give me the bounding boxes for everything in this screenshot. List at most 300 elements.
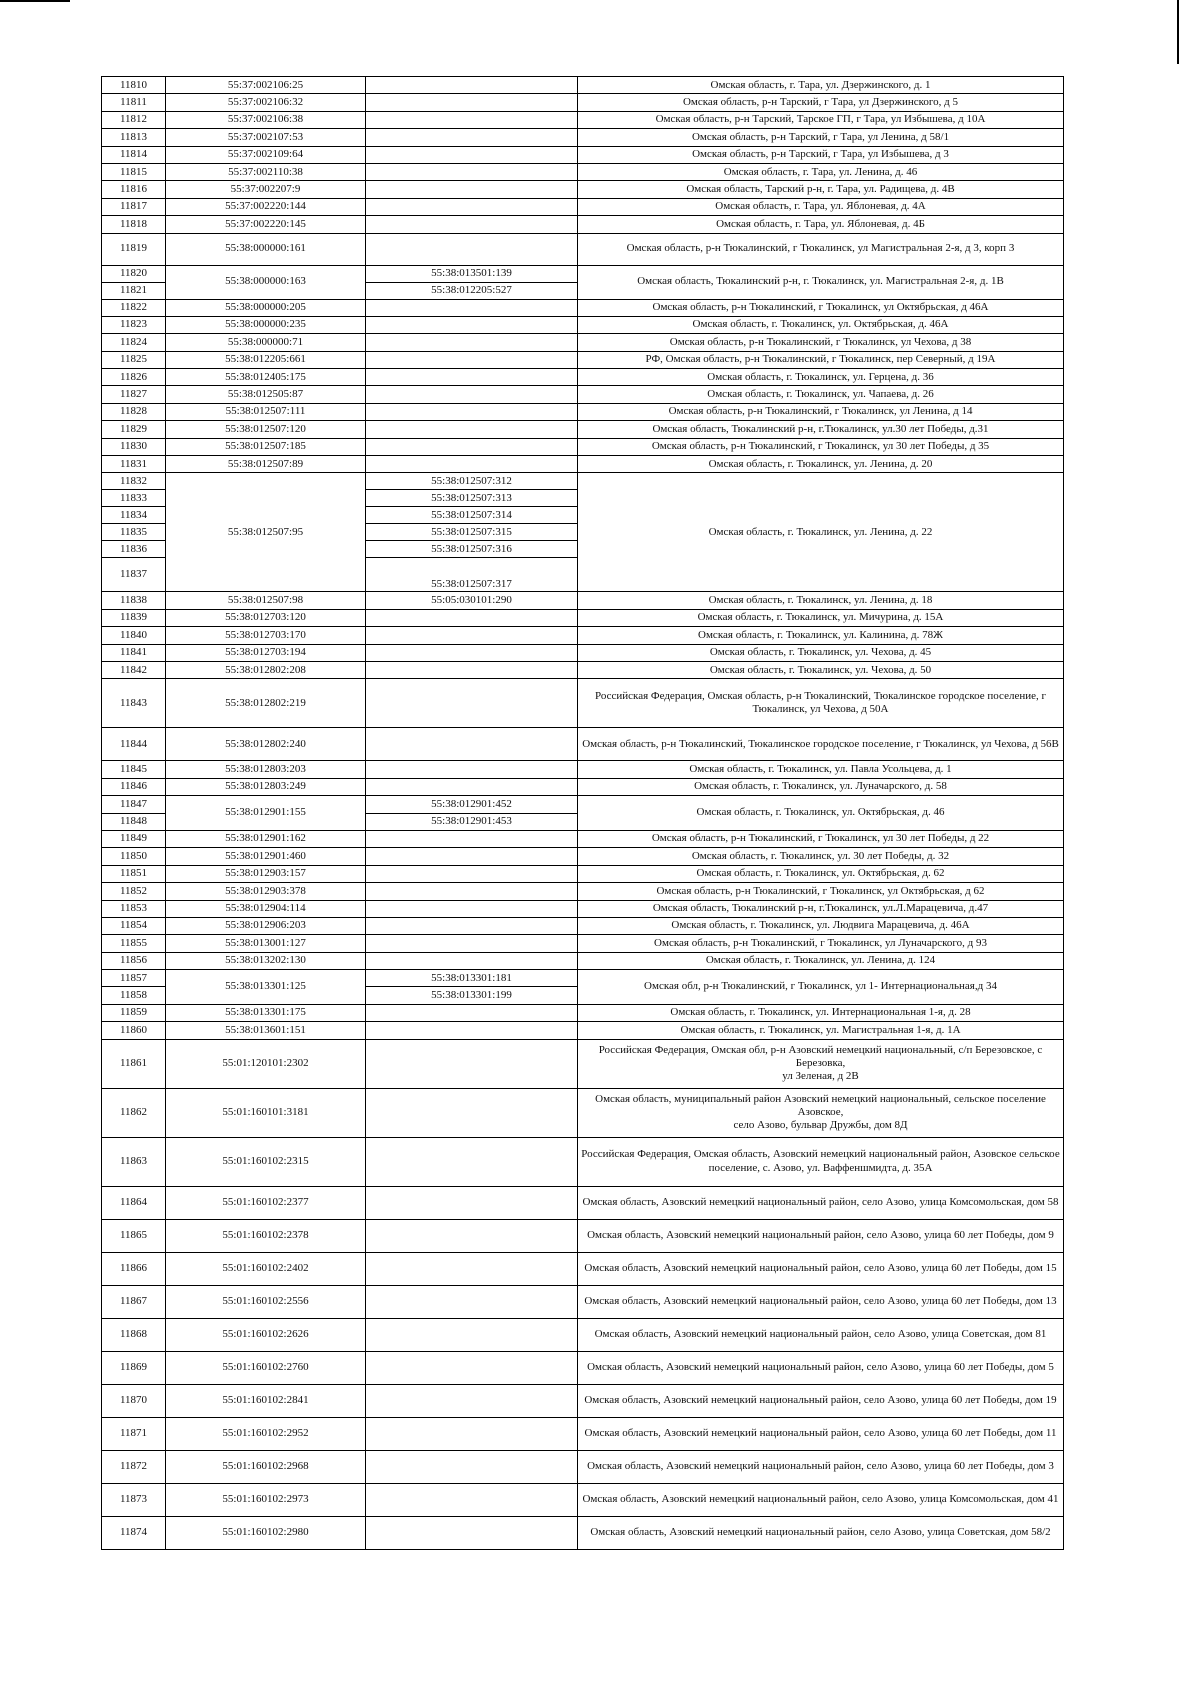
- address-cell: Омская область, Тюкалинский р-н, г.Тюкалинск, ул.Л.Марацевича, д.47: [578, 900, 1064, 917]
- cadastral-number-cell: 55:01:160102:2968: [166, 1450, 366, 1483]
- table-row: [102, 1022, 1064, 1039]
- table-row: [102, 952, 1064, 969]
- address-cell: Омская область, г. Тюкалинск, ул. Ленина, д. 22: [578, 473, 1064, 592]
- table-row: [102, 1186, 1064, 1219]
- cadastral-number-cell: 55:37:002207:9: [166, 181, 366, 198]
- row-number-cell: 11839: [102, 609, 166, 626]
- address-cell: Омская область, Азовский немецкий национальный район, село Азово, улица 60 лет Победы, дом 19: [578, 1384, 1064, 1417]
- address-cell: Омская область, г. Тюкалинск, ул. Ленина, д. 18: [578, 592, 1064, 609]
- cadastral-number-cell: 55:38:012703:170: [166, 627, 366, 644]
- row-number-cell: 11858: [102, 987, 166, 1004]
- row-number-cell: 11871: [102, 1417, 166, 1450]
- cadastral-number-cell: 55:38:013202:130: [166, 952, 366, 969]
- address-cell: Омская область, г. Тюкалинск, ул. Ленина, д. 124: [578, 952, 1064, 969]
- cadastral-number-cell: 55:38:012505:87: [166, 386, 366, 403]
- row-number-cell: 11835: [102, 524, 166, 541]
- cadastral-number-cell: 55:01:120101:2302: [166, 1039, 366, 1088]
- cadastral-number-cell: 55:38:012803:203: [166, 761, 366, 778]
- cadastral-number-cell: 55:37:002106:25: [166, 77, 366, 94]
- table-row: [102, 386, 1064, 403]
- cadastral-number-cell: 55:01:160102:2378: [166, 1219, 366, 1252]
- table-row: [102, 1318, 1064, 1351]
- row-number-cell: 11831: [102, 456, 166, 473]
- address-cell: Омская область, р-н Тарский, г Тара, ул Дзержинского, д 5: [578, 94, 1064, 111]
- row-number-cell: 11811: [102, 94, 166, 111]
- address-cell: Омская область, г. Тюкалинск, ул. Людвига Марацевича, д. 46А: [578, 917, 1064, 934]
- cadastral-number-cell: 55:38:012507:95: [166, 473, 366, 592]
- table-row: [102, 592, 1064, 609]
- sub-object-cadastral-cell: [366, 1088, 578, 1137]
- sub-object-cadastral-cell: 55:38:012507:313: [366, 490, 578, 507]
- sub-object-cadastral-cell: [366, 111, 578, 128]
- cadastral-number-cell: 55:38:012507:111: [166, 403, 366, 420]
- address-cell: Омская область, г. Тюкалинск, ул. Калинина, д. 78Ж: [578, 627, 1064, 644]
- cadastral-number-cell: 55:37:002107:53: [166, 129, 366, 146]
- row-number-cell: 11855: [102, 935, 166, 952]
- row-number-cell: 11826: [102, 369, 166, 386]
- row-number-cell: 11866: [102, 1252, 166, 1285]
- table-row: [102, 883, 1064, 900]
- cadastral-number-cell: 55:01:160102:2760: [166, 1351, 366, 1384]
- table-row: [102, 351, 1064, 368]
- row-number-cell: 11850: [102, 848, 166, 865]
- address-cell: Омская область, г. Тара, ул. Дзержинского, д. 1: [578, 77, 1064, 94]
- cadastral-number-cell: 55:37:002220:145: [166, 216, 366, 233]
- table-row: [102, 456, 1064, 473]
- address-cell: Омская область, г. Тюкалинск, ул. Октябрьская, д. 62: [578, 865, 1064, 882]
- address-cell: Омская область, Азовский немецкий национальный район, село Азово, улица 60 лет Победы, дом 13: [578, 1285, 1064, 1318]
- address-cell: Омская область, г. Тюкалинск, ул. Интернациональная 1-я, д. 28: [578, 1004, 1064, 1021]
- address-cell: Омская область, р-н Тюкалинский, г Тюкалинск, ул Луначарского, д 93: [578, 935, 1064, 952]
- row-number-cell: 11832: [102, 473, 166, 490]
- scan-edge-mark-top: [0, 0, 70, 2]
- sub-object-cadastral-cell: [366, 661, 578, 678]
- address-cell: Омская область, Азовский немецкий национальный район, село Азово, улица 60 лет Победы, дом 3: [578, 1450, 1064, 1483]
- sub-object-cadastral-cell: [366, 778, 578, 795]
- sub-object-cadastral-cell: [366, 728, 578, 761]
- row-number-cell: 11817: [102, 198, 166, 215]
- sub-object-cadastral-cell: [366, 761, 578, 778]
- address-cell: Омская область, р-н Тюкалинский, г Тюкалинск, ул Ленина, д 14: [578, 403, 1064, 420]
- address-cell: Омская область, г. Тюкалинск, ул. 30 лет Победы, д. 32: [578, 848, 1064, 865]
- cadastral-number-cell: 55:38:012803:249: [166, 778, 366, 795]
- row-number-cell: 11841: [102, 644, 166, 661]
- table-row: [102, 1417, 1064, 1450]
- sub-object-cadastral-cell: 55:38:012901:453: [366, 813, 578, 830]
- table-row: [102, 198, 1064, 215]
- cadastral-number-cell: 55:01:160102:2973: [166, 1483, 366, 1516]
- row-number-cell: 11868: [102, 1318, 166, 1351]
- address-cell: Омская область, р-н Тюкалинский, г Тюкалинск, ул 30 лет Победы, д 35: [578, 438, 1064, 455]
- cadastral-number-cell: 55:01:160102:2841: [166, 1384, 366, 1417]
- sub-object-cadastral-cell: [366, 1039, 578, 1088]
- sub-object-cadastral-cell: [366, 299, 578, 316]
- address-cell: Омская область, Азовский немецкий национальный район, село Азово, улица Комсомольская, дом 41: [578, 1483, 1064, 1516]
- row-number-cell: 11849: [102, 830, 166, 847]
- address-cell: Омская область, Азовский немецкий национальный район, село Азово, улица Советская, дом 81: [578, 1318, 1064, 1351]
- row-number-cell: 11854: [102, 917, 166, 934]
- row-number-cell: 11829: [102, 421, 166, 438]
- cadastral-number-cell: 55:37:002109:64: [166, 146, 366, 163]
- cadastral-number-cell: 55:38:013301:175: [166, 1004, 366, 1021]
- cadastral-number-cell: 55:01:160102:2626: [166, 1318, 366, 1351]
- sub-object-cadastral-cell: [366, 952, 578, 969]
- cadastral-number-cell: 55:01:160102:2980: [166, 1516, 366, 1549]
- table-row: [102, 900, 1064, 917]
- address-cell: Омская область, г. Тюкалинск, ул. Октябрьская, д. 46: [578, 796, 1064, 831]
- cadastral-number-cell: 55:38:012901:155: [166, 796, 366, 831]
- table-row: [102, 609, 1064, 626]
- row-number-cell: 11824: [102, 334, 166, 351]
- table-row: [102, 661, 1064, 678]
- address-cell: Омская область, р-н Тюкалинский, г Тюкалинск, ул Октябрьская, д 46А: [578, 299, 1064, 316]
- address-cell: Омская область, р-н Тюкалинский, г Тюкалинск, ул Октябрьская, д 62: [578, 883, 1064, 900]
- address-cell: Омская область, г. Тюкалинск, ул. Магистральная 1-я, д. 1А: [578, 1022, 1064, 1039]
- cadastral-number-cell: 55:38:012703:120: [166, 609, 366, 626]
- row-number-cell: 11852: [102, 883, 166, 900]
- sub-object-cadastral-cell: [366, 1252, 578, 1285]
- sub-object-cadastral-cell: [366, 848, 578, 865]
- cadastral-number-cell: 55:38:012903:157: [166, 865, 366, 882]
- row-number-cell: 11828: [102, 403, 166, 420]
- row-number-cell: 11862: [102, 1088, 166, 1137]
- table-row: [102, 1351, 1064, 1384]
- table-row: [102, 216, 1064, 233]
- cadastral-number-cell: 55:37:002106:32: [166, 94, 366, 111]
- table-row: [102, 830, 1064, 847]
- address-cell: Российская Федерация, Омская область, р-н Тюкалинский, Тюкалинское городское поселение, г Тюкалинск, ул Чехова, д 50А: [578, 679, 1064, 728]
- address-cell: Омская область, г. Тюкалинск, ул. Мичурина, д. 15А: [578, 609, 1064, 626]
- address-cell: Омская область, Азовский немецкий национальный район, село Азово, улица Советская, дом 58/2: [578, 1516, 1064, 1549]
- sub-object-cadastral-cell: [366, 609, 578, 626]
- sub-object-cadastral-cell: [366, 456, 578, 473]
- table-row: [102, 129, 1064, 146]
- cadastral-number-cell: 55:38:012507:89: [166, 456, 366, 473]
- row-number-cell: 11821: [102, 282, 166, 299]
- cadastral-number-cell: 55:38:013301:125: [166, 970, 366, 1005]
- table-row: [102, 1483, 1064, 1516]
- table-row: [102, 1450, 1064, 1483]
- sub-object-cadastral-cell: [366, 403, 578, 420]
- address-cell: Российская Федерация, Омская обл, р-н Азовский немецкий национальный, с/п Березовское, с Березовка, ул Зеленая, д 2В: [578, 1039, 1064, 1088]
- sub-object-cadastral-cell: [366, 1022, 578, 1039]
- sub-object-cadastral-cell: [366, 1351, 578, 1384]
- sub-object-cadastral-cell: [366, 1004, 578, 1021]
- sub-object-cadastral-cell: [366, 1417, 578, 1450]
- address-cell: Омская область, г. Тюкалинск, ул. Луначарского, д. 58: [578, 778, 1064, 795]
- address-cell: Омская область, р-н Тюкалинский, г Тюкалинск, ул Магистральная 2-я, д 3, корп 3: [578, 233, 1064, 265]
- registry-table: [101, 76, 1064, 1550]
- cadastral-number-cell: 55:01:160102:2315: [166, 1137, 366, 1186]
- table-row: [102, 181, 1064, 198]
- table-row: [102, 299, 1064, 316]
- sub-object-cadastral-cell: [366, 900, 578, 917]
- cadastral-number-cell: 55:38:012507:98: [166, 592, 366, 609]
- address-cell: Омская область, Тарский р-н, г. Тара, ул. Радищева, д. 4В: [578, 181, 1064, 198]
- sub-object-cadastral-cell: 55:38:012507:312: [366, 473, 578, 490]
- cadastral-number-cell: 55:38:012703:194: [166, 644, 366, 661]
- table-row: [102, 334, 1064, 351]
- table-row: [102, 146, 1064, 163]
- table-row: [102, 970, 1064, 987]
- table-row: [102, 111, 1064, 128]
- cadastral-number-cell: 55:38:012205:661: [166, 351, 366, 368]
- row-number-cell: 11872: [102, 1450, 166, 1483]
- sub-object-cadastral-cell: [366, 644, 578, 661]
- sub-object-cadastral-cell: [366, 883, 578, 900]
- sub-object-cadastral-cell: 55:05:030101:290: [366, 592, 578, 609]
- sub-object-cadastral-cell: [366, 233, 578, 265]
- address-cell: РФ, Омская область, р-н Тюкалинский, г Тюкалинск, пер Северный, д 19А: [578, 351, 1064, 368]
- row-number-cell: 11842: [102, 661, 166, 678]
- table-row: [102, 848, 1064, 865]
- address-cell: Омская область, Азовский немецкий национальный район, село Азово, улица 60 лет Победы, дом 11: [578, 1417, 1064, 1450]
- sub-object-cadastral-cell: [366, 334, 578, 351]
- sub-object-cadastral-cell: [366, 163, 578, 180]
- address-cell: Омская область, г. Тюкалинск, ул. Октябрьская, д. 46А: [578, 316, 1064, 333]
- sub-object-cadastral-cell: 55:38:012507:317: [366, 558, 578, 592]
- cadastral-number-cell: 55:38:012507:120: [166, 421, 366, 438]
- row-number-cell: 11873: [102, 1483, 166, 1516]
- row-number-cell: 11827: [102, 386, 166, 403]
- cadastral-number-cell: 55:01:160102:2952: [166, 1417, 366, 1450]
- sub-object-cadastral-cell: [366, 386, 578, 403]
- row-number-cell: 11861: [102, 1039, 166, 1088]
- address-cell: Омская область, Азовский немецкий национальный район, село Азово, улица 60 лет Победы, дом 15: [578, 1252, 1064, 1285]
- sub-object-cadastral-cell: [366, 216, 578, 233]
- row-number-cell: 11860: [102, 1022, 166, 1039]
- cadastral-number-cell: 55:38:013601:151: [166, 1022, 366, 1039]
- sub-object-cadastral-cell: 55:38:012901:452: [366, 796, 578, 813]
- address-cell: Омская область, р-н Тюкалинский, г Тюкалинск, ул 30 лет Победы, д 22: [578, 830, 1064, 847]
- table-row: [102, 1285, 1064, 1318]
- row-number-cell: 11863: [102, 1137, 166, 1186]
- table-row: [102, 1039, 1064, 1088]
- row-number-cell: 11822: [102, 299, 166, 316]
- registry-table-body: [102, 77, 1064, 1550]
- row-number-cell: 11843: [102, 679, 166, 728]
- table-row: [102, 761, 1064, 778]
- table-row: [102, 679, 1064, 728]
- address-cell: Омская область, Азовский немецкий национальный район, село Азово, улица 60 лет Победы, дом 9: [578, 1219, 1064, 1252]
- sub-object-cadastral-cell: [366, 438, 578, 455]
- scan-edge-mark-right: [1177, 0, 1179, 64]
- cadastral-number-cell: 55:38:012802:219: [166, 679, 366, 728]
- table-row: [102, 403, 1064, 420]
- row-number-cell: 11833: [102, 490, 166, 507]
- table-row: [102, 778, 1064, 795]
- row-number-cell: 11818: [102, 216, 166, 233]
- table-row: [102, 438, 1064, 455]
- sub-object-cadastral-cell: 55:38:012507:316: [366, 541, 578, 558]
- sub-object-cadastral-cell: 55:38:013301:199: [366, 987, 578, 1004]
- row-number-cell: 11869: [102, 1351, 166, 1384]
- row-number-cell: 11848: [102, 813, 166, 830]
- row-number-cell: 11830: [102, 438, 166, 455]
- sub-object-cadastral-cell: [366, 1384, 578, 1417]
- sub-object-cadastral-cell: [366, 129, 578, 146]
- cadastral-number-cell: 55:01:160101:3181: [166, 1088, 366, 1137]
- address-cell: Омская область, г. Тара, ул. Яблоневая, д. 4А: [578, 198, 1064, 215]
- row-number-cell: 11856: [102, 952, 166, 969]
- sub-object-cadastral-cell: [366, 1285, 578, 1318]
- sub-object-cadastral-cell: [366, 1219, 578, 1252]
- cadastral-number-cell: 55:38:000000:205: [166, 299, 366, 316]
- address-cell: Омская область, р-н Тарский, г Тара, ул Ленина, д 58/1: [578, 129, 1064, 146]
- table-row: [102, 917, 1064, 934]
- sub-object-cadastral-cell: [366, 1186, 578, 1219]
- address-cell: Омская область, муниципальный район Азовский немецкий национальный, сельское поселение Азовское, село Азово, бульвар Дружбы, дом 8Д: [578, 1088, 1064, 1137]
- row-number-cell: 11874: [102, 1516, 166, 1549]
- cadastral-number-cell: 55:38:012507:185: [166, 438, 366, 455]
- table-row: [102, 316, 1064, 333]
- table-row: [102, 1004, 1064, 1021]
- row-number-cell: 11819: [102, 233, 166, 265]
- row-number-cell: 11857: [102, 970, 166, 987]
- row-number-cell: 11816: [102, 181, 166, 198]
- sub-object-cadastral-cell: [366, 1450, 578, 1483]
- table-row: [102, 728, 1064, 761]
- sub-object-cadastral-cell: [366, 865, 578, 882]
- row-number-cell: 11845: [102, 761, 166, 778]
- table-row: [102, 369, 1064, 386]
- row-number-cell: 11834: [102, 507, 166, 524]
- cadastral-number-cell: 55:01:160102:2377: [166, 1186, 366, 1219]
- row-number-cell: 11853: [102, 900, 166, 917]
- table-row: [102, 1384, 1064, 1417]
- cadastral-number-cell: 55:38:000000:161: [166, 233, 366, 265]
- address-cell: Омская область, г. Тюкалинск, ул. Чапаева, д. 26: [578, 386, 1064, 403]
- table-row: [102, 233, 1064, 265]
- table-row: [102, 1252, 1064, 1285]
- row-number-cell: 11870: [102, 1384, 166, 1417]
- table-row: [102, 421, 1064, 438]
- address-cell: Омская обл, р-н Тюкалинский, г Тюкалинск, ул 1- Интернациональная,д 34: [578, 970, 1064, 1005]
- address-cell: Омская область, р-н Тарский, Тарское ГП, г Тара, ул Избышева, д 10А: [578, 111, 1064, 128]
- sub-object-cadastral-cell: [366, 627, 578, 644]
- row-number-cell: 11825: [102, 351, 166, 368]
- row-number-cell: 11865: [102, 1219, 166, 1252]
- cadastral-number-cell: 55:38:013001:127: [166, 935, 366, 952]
- sub-object-cadastral-cell: [366, 830, 578, 847]
- cadastral-number-cell: 55:38:012802:208: [166, 661, 366, 678]
- address-cell: Российская Федерация, Омская область, Азовский немецкий национальный район, Азовское сельское поселение, с. Азово, ул. Ваффеншмидта, д. 35А: [578, 1137, 1064, 1186]
- address-cell: Омская область, Тюкалинский р-н, г.Тюкалинск, ул.30 лет Победы, д.31: [578, 421, 1064, 438]
- address-cell: Омская область, Тюкалинский р-н, г. Тюкалинск, ул. Магистральная 2-я, д. 1В: [578, 265, 1064, 299]
- table-row: [102, 644, 1064, 661]
- row-number-cell: 11859: [102, 1004, 166, 1021]
- row-number-cell: 11864: [102, 1186, 166, 1219]
- row-number-cell: 11820: [102, 265, 166, 282]
- cadastral-number-cell: 55:37:002110:38: [166, 163, 366, 180]
- cadastral-number-cell: 55:38:012802:240: [166, 728, 366, 761]
- address-cell: Омская область, г. Тюкалинск, ул. Павла Усольцева, д. 1: [578, 761, 1064, 778]
- sub-object-cadastral-cell: [366, 181, 578, 198]
- sub-object-cadastral-cell: [366, 369, 578, 386]
- cadastral-number-cell: 55:01:160102:2402: [166, 1252, 366, 1285]
- cadastral-number-cell: 55:38:012903:378: [166, 883, 366, 900]
- sub-object-cadastral-cell: 55:38:013301:181: [366, 970, 578, 987]
- row-number-cell: 11823: [102, 316, 166, 333]
- sub-object-cadastral-cell: [366, 679, 578, 728]
- sub-object-cadastral-cell: [366, 198, 578, 215]
- address-cell: Омская область, г. Тара, ул. Яблоневая, д. 4Б: [578, 216, 1064, 233]
- cadastral-number-cell: 55:38:012904:114: [166, 900, 366, 917]
- table-row: [102, 94, 1064, 111]
- cadastral-number-cell: 55:38:000000:71: [166, 334, 366, 351]
- sub-object-cadastral-cell: [366, 1483, 578, 1516]
- sub-object-cadastral-cell: 55:38:012507:315: [366, 524, 578, 541]
- row-number-cell: 11838: [102, 592, 166, 609]
- sub-object-cadastral-cell: [366, 316, 578, 333]
- registry-table-wrapper: [101, 76, 1063, 1550]
- address-cell: Омская область, г. Тюкалинск, ул. Ленина, д. 20: [578, 456, 1064, 473]
- sub-object-cadastral-cell: [366, 94, 578, 111]
- row-number-cell: 11813: [102, 129, 166, 146]
- sub-object-cadastral-cell: [366, 1137, 578, 1186]
- table-row: [102, 1088, 1064, 1137]
- row-number-cell: 11867: [102, 1285, 166, 1318]
- row-number-cell: 11815: [102, 163, 166, 180]
- table-row: [102, 163, 1064, 180]
- sub-object-cadastral-cell: [366, 917, 578, 934]
- address-cell: Омская область, г. Тюкалинск, ул. Герцена, д. 36: [578, 369, 1064, 386]
- sub-object-cadastral-cell: [366, 1516, 578, 1549]
- sub-object-cadastral-cell: [366, 77, 578, 94]
- table-row: [102, 1219, 1064, 1252]
- row-number-cell: 11840: [102, 627, 166, 644]
- table-row: [102, 935, 1064, 952]
- address-cell: Омская область, р-н Тюкалинский, Тюкалинское городское поселение, г Тюкалинск, ул Чехова, д 56В: [578, 728, 1064, 761]
- address-cell: Омская область, г. Тюкалинск, ул. Чехова, д. 50: [578, 661, 1064, 678]
- table-row: [102, 1516, 1064, 1549]
- cadastral-number-cell: 55:01:160102:2556: [166, 1285, 366, 1318]
- sub-object-cadastral-cell: [366, 351, 578, 368]
- table-row: [102, 627, 1064, 644]
- sub-object-cadastral-cell: [366, 1318, 578, 1351]
- sub-object-cadastral-cell: 55:38:013501:139: [366, 265, 578, 282]
- row-number-cell: 11812: [102, 111, 166, 128]
- sub-object-cadastral-cell: [366, 421, 578, 438]
- cadastral-number-cell: 55:37:002106:38: [166, 111, 366, 128]
- row-number-cell: 11847: [102, 796, 166, 813]
- address-cell: Омская область, р-н Тарский, г Тара, ул Избышева, д 3: [578, 146, 1064, 163]
- table-row: [102, 1137, 1064, 1186]
- row-number-cell: 11810: [102, 77, 166, 94]
- address-cell: Омская область, Азовский немецкий национальный район, село Азово, улица Комсомольская, дом 58: [578, 1186, 1064, 1219]
- table-row: [102, 77, 1064, 94]
- row-number-cell: 11846: [102, 778, 166, 795]
- cadastral-number-cell: 55:38:012901:460: [166, 848, 366, 865]
- table-row: [102, 865, 1064, 882]
- table-row: [102, 796, 1064, 813]
- address-cell: Омская область, г. Тара, ул. Ленина, д. 46: [578, 163, 1064, 180]
- row-number-cell: 11851: [102, 865, 166, 882]
- cadastral-number-cell: 55:38:012405:175: [166, 369, 366, 386]
- sub-object-cadastral-cell: [366, 146, 578, 163]
- row-number-cell: 11837: [102, 558, 166, 592]
- row-number-cell: 11814: [102, 146, 166, 163]
- cadastral-number-cell: 55:37:002220:144: [166, 198, 366, 215]
- cadastral-number-cell: 55:38:012901:162: [166, 830, 366, 847]
- table-row: [102, 473, 1064, 490]
- cadastral-number-cell: 55:38:000000:235: [166, 316, 366, 333]
- cadastral-number-cell: 55:38:012906:203: [166, 917, 366, 934]
- sub-object-cadastral-cell: [366, 935, 578, 952]
- row-number-cell: 11836: [102, 541, 166, 558]
- cadastral-number-cell: 55:38:000000:163: [166, 265, 366, 299]
- sub-object-cadastral-cell: 55:38:012205:527: [366, 282, 578, 299]
